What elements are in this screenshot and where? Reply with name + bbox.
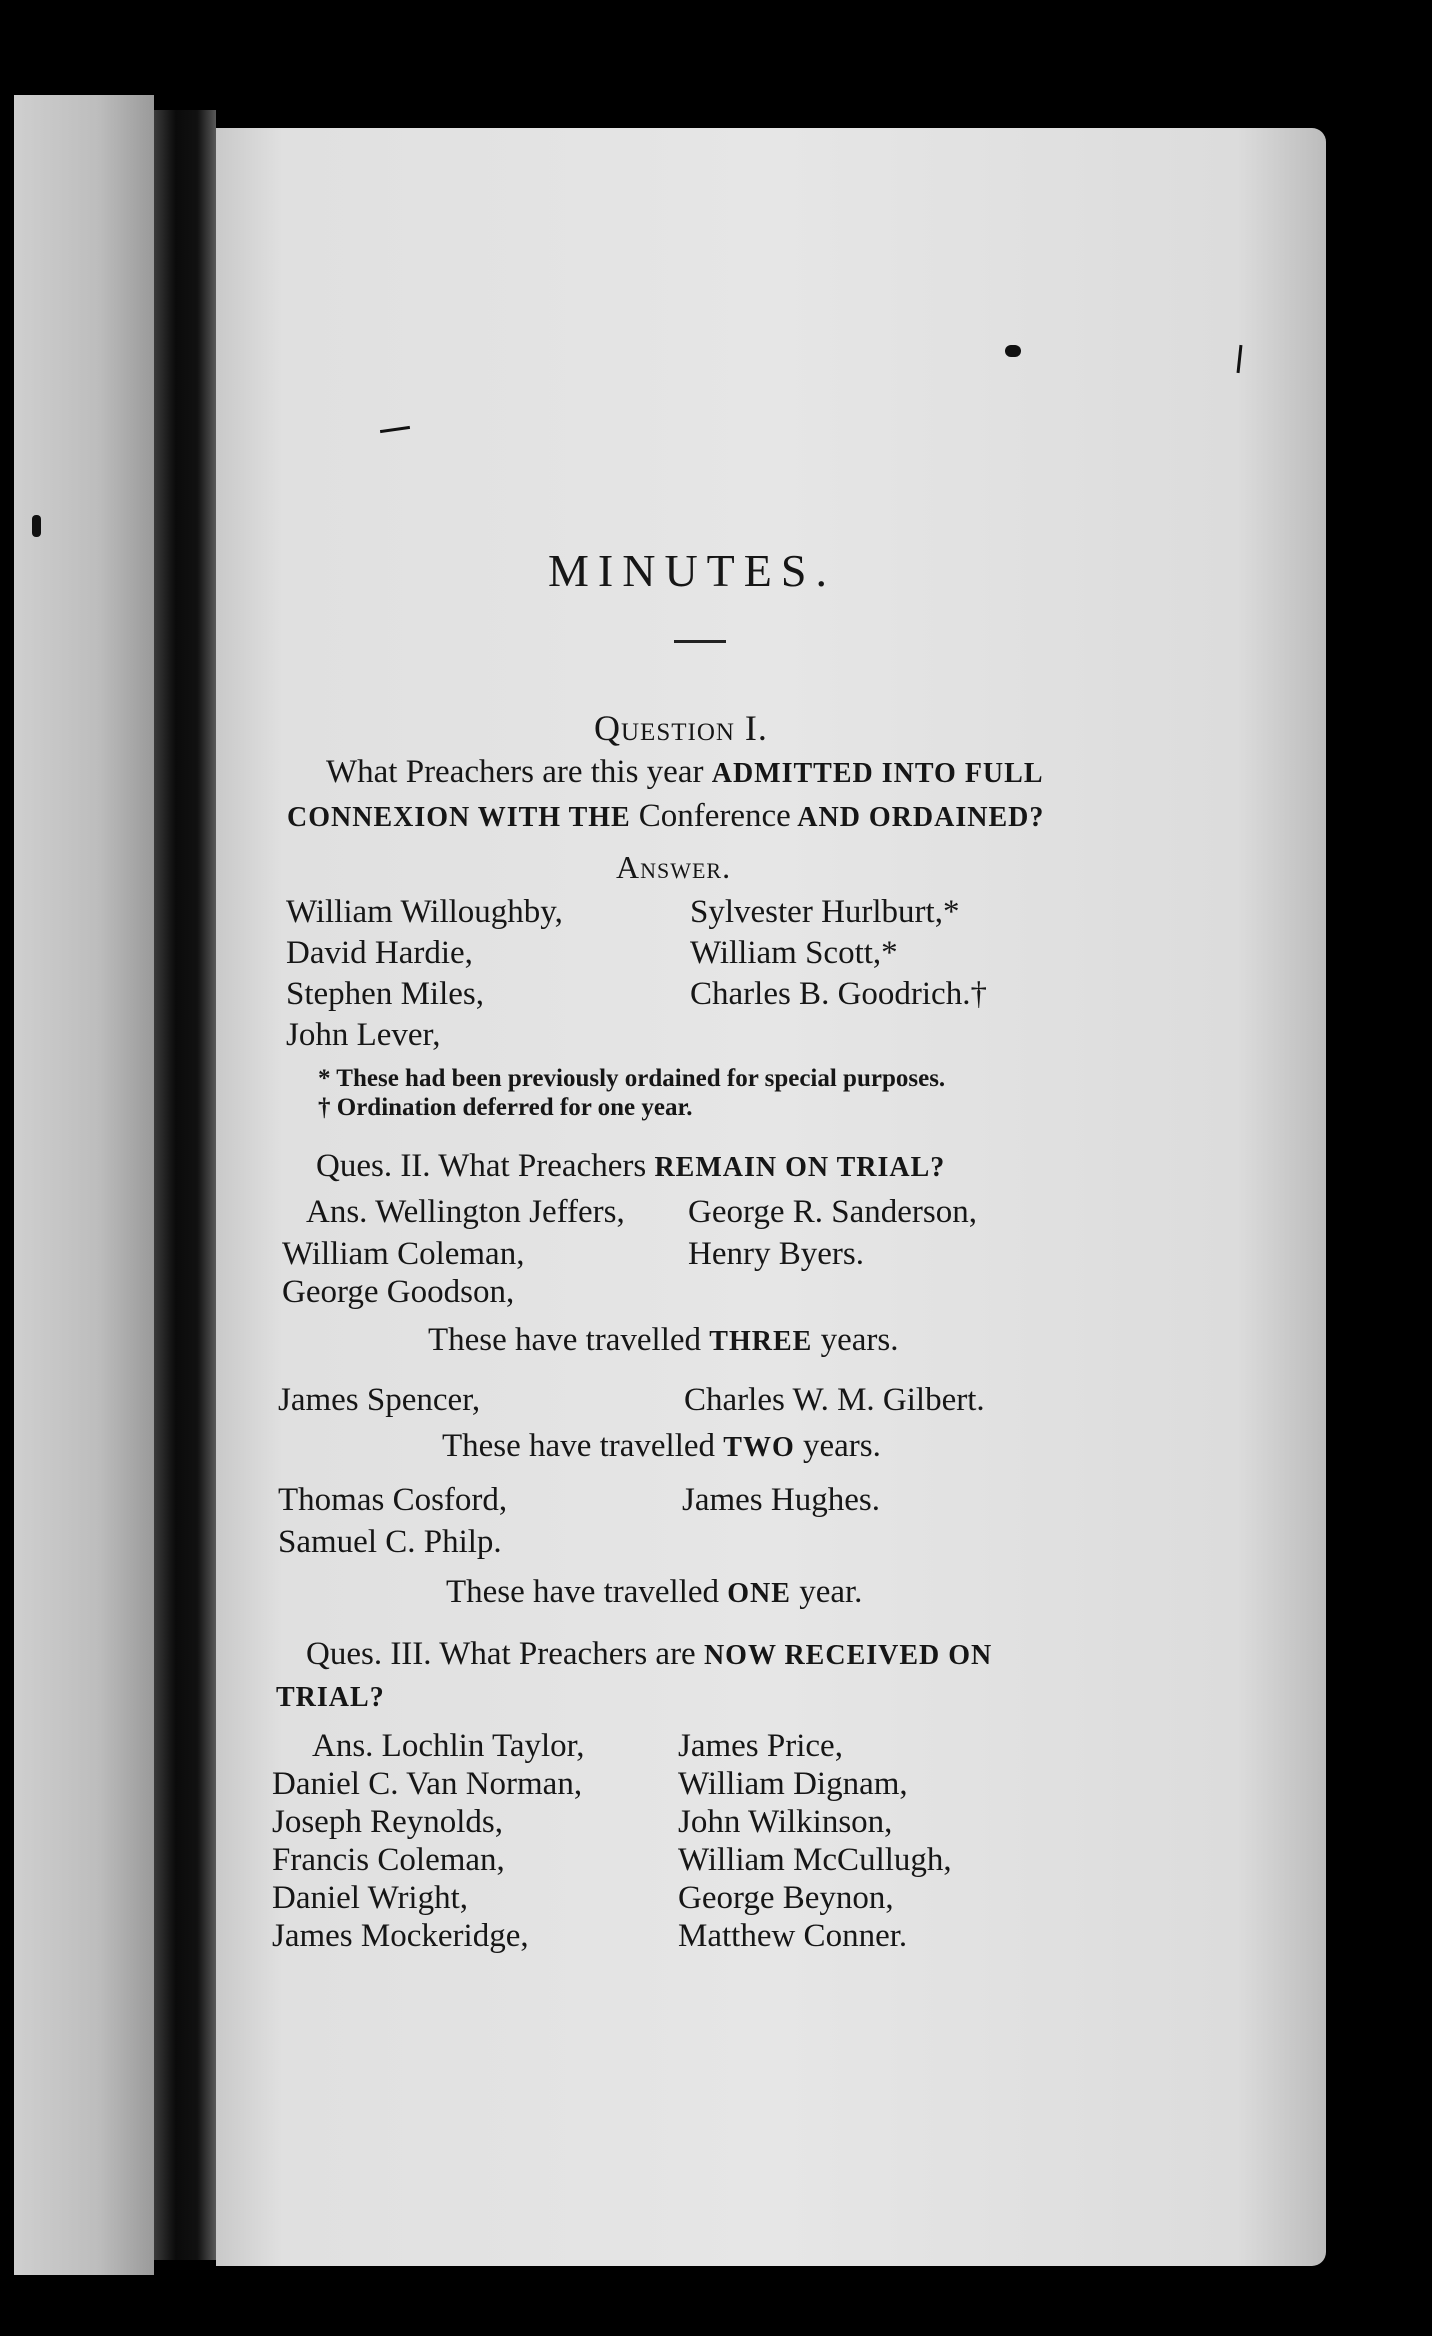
q2-name: Ans. Wellington Jeffers, [306,1194,625,1230]
question-1-line-2 [287,800,1044,833]
caption-b: THREE [709,1326,813,1357]
travelled-three-caption [428,1324,898,1357]
q3-text-a: Ques. III. What Preachers are [306,1636,704,1672]
ink-speck [32,515,41,537]
q3-right-name: John Wilkinson, [678,1804,893,1840]
ink-speck [1005,345,1021,357]
q3-left-name: Daniel C. Van Norman, [272,1766,583,1802]
q2-name: James Hughes. [682,1482,880,1518]
q3-left-name: James Mockeridge, [272,1918,529,1954]
q2-name: Charles W. M. Gilbert. [684,1382,985,1418]
page-title: MINUTES. [548,545,836,596]
q2-name: George Goodson, [282,1274,515,1310]
q1-right-name: William Scott,* [690,935,898,971]
q1-left-name: William Willoughby, [286,894,563,930]
question-1-line-1 [326,756,1044,789]
footnote-ordained: * These had been previously ordained for special purposes. [318,1065,946,1092]
q3-right-name: George Beynon, [678,1880,894,1916]
q1-left-name: Stephen Miles, [286,976,484,1012]
travelled-one-caption [446,1576,862,1609]
travelled-two-caption [442,1430,881,1463]
question-2 [316,1150,945,1183]
q1-text-e: AND ORDAINED? [790,802,1045,833]
q2-name: Thomas Cosford, [278,1482,508,1518]
caption-b: TWO [723,1432,795,1463]
footnote-deferred: † Ordination deferred for one year. [318,1094,693,1121]
answer-label: Answer. [616,849,732,885]
q3-right-name: James Price, [678,1728,843,1764]
title-rule [674,640,726,643]
q3-right-name: William Dignam, [678,1766,908,1802]
q1-right-name: Charles B. Goodrich.† [690,976,987,1012]
caption-a: These have travelled [446,1574,728,1610]
q2-text-a: Ques. II. What Preachers [316,1148,655,1184]
q1-left-name: John Lever, [286,1017,441,1053]
question-1-label: Question I. [594,708,768,748]
q1-left-name: David Hardie, [286,935,473,971]
q3-left-name: Daniel Wright, [272,1880,469,1916]
facing-page-edge [14,95,154,2275]
q3-right-name: William McCullugh, [678,1842,952,1878]
q3-left-name: Ans. Lochlin Taylor, [312,1728,585,1764]
q2-name: George R. Sanderson, [688,1194,978,1230]
q2-name: William Coleman, [282,1236,525,1272]
caption-c: years. [794,1428,881,1464]
caption-c: year. [790,1574,863,1610]
q3-left-name: Joseph Reynolds, [272,1804,503,1840]
question-3-line-1 [306,1638,992,1671]
q3-right-name: Matthew Conner. [678,1918,908,1954]
caption-a: These have travelled [428,1322,710,1358]
q3-text-b: NOW RECEIVED ON [703,1640,993,1671]
book-gutter [154,110,216,2260]
q2-name: Samuel C. Philp. [278,1524,502,1560]
q1-text-a: What Preachers are this year [326,754,712,790]
question-3-line-2: TRIAL? [276,1682,385,1713]
caption-b: ONE [727,1578,791,1609]
caption-a: These have travelled [442,1428,724,1464]
q2-name: Henry Byers. [688,1236,864,1272]
q1-text-b: ADMITTED INTO FULL [711,758,1044,789]
q2-name: James Spencer, [278,1382,481,1418]
q1-text-c: CONNEXION WITH THE [287,802,639,833]
q2-text-b: REMAIN ON TRIAL? [654,1152,946,1183]
q1-text-d: Conference [638,798,791,834]
q1-right-name: Sylvester Hurlburt,* [690,894,960,930]
q3-left-name: Francis Coleman, [272,1842,505,1878]
caption-c: years. [812,1322,899,1358]
